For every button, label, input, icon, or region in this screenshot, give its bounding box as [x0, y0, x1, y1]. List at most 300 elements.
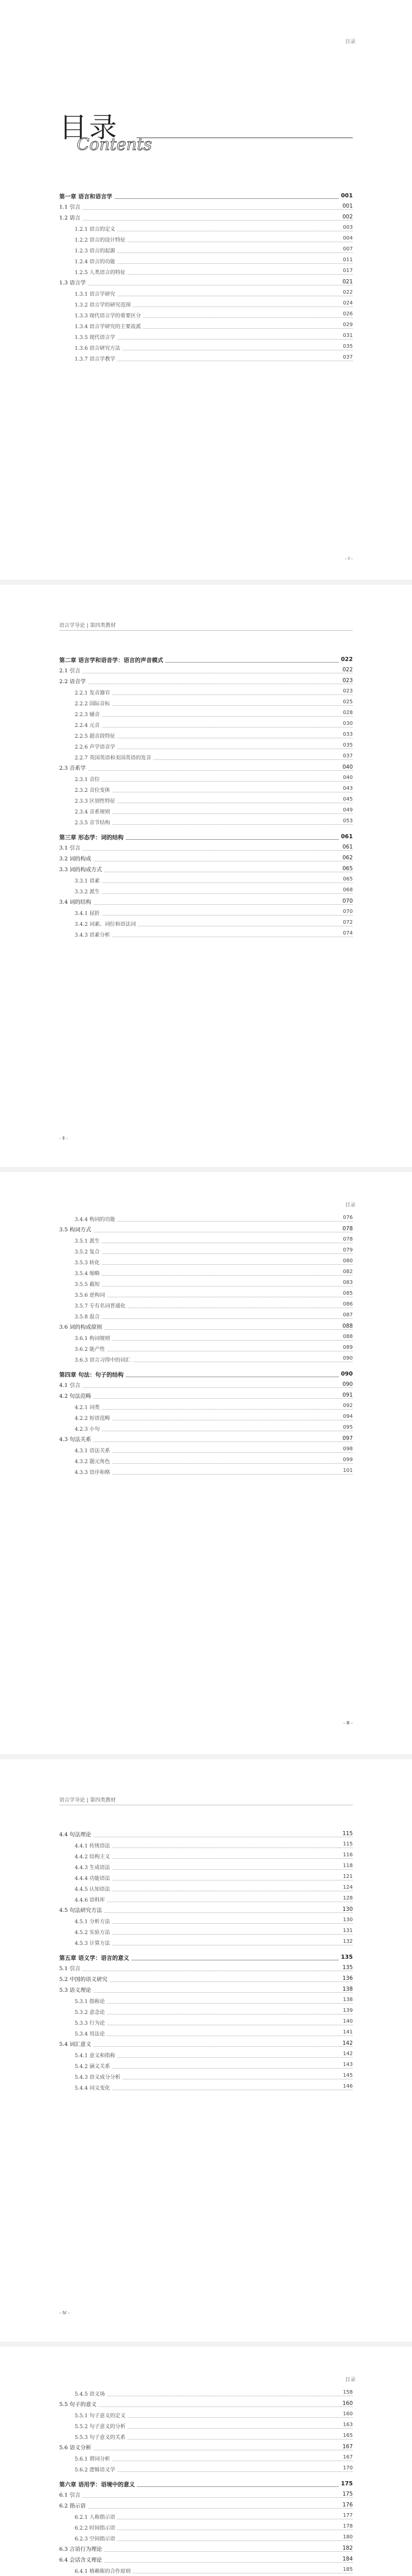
toc-subsection[interactable]: [59, 918, 353, 929]
toc-entry-title: 4.2.2 短语范畴: [75, 1414, 112, 1421]
toc-entry-title: 4.5.2 实验方法: [75, 1928, 112, 1936]
toc-section[interactable]: [59, 1905, 353, 1916]
toc-entry-page: 070: [341, 909, 353, 914]
toc-subsection[interactable]: [59, 806, 353, 817]
toc-entry-page: 061: [340, 844, 353, 850]
toc-leader: [59, 220, 353, 221]
toc-subsection[interactable]: [59, 342, 353, 353]
toc-list: [59, 654, 353, 940]
toc-subsection[interactable]: [59, 1851, 353, 1861]
toc-subsection[interactable]: [59, 245, 353, 256]
toc-section[interactable]: [59, 842, 353, 853]
toc-entry-title: 3.6 词的构成原则: [59, 1323, 104, 1331]
toc-entry-page: 142: [340, 2040, 353, 2046]
toc-entry-title: 1.1 引言: [59, 203, 82, 211]
toc-subsection[interactable]: [59, 1466, 353, 1477]
toc-entry-page: 131: [341, 1928, 353, 1934]
toc-entry-page: 167: [340, 2444, 353, 2450]
toc-subsection[interactable]: [59, 752, 353, 762]
toc-section[interactable]: [59, 853, 353, 864]
toc-entry-page: 146: [341, 2083, 353, 2089]
toc-entry-page: 062: [340, 855, 353, 861]
toc-section[interactable]: [59, 2442, 353, 2453]
toc-subsection[interactable]: [59, 256, 353, 266]
toc-list: [59, 1829, 353, 2093]
toc-subsection[interactable]: [59, 1343, 353, 1354]
toc-entry-page: 128: [341, 1895, 353, 1901]
toc-entry-page: 139: [341, 2008, 353, 2013]
toc-subsection[interactable]: [59, 1300, 353, 1311]
toc-entry-title: 1.2.5 人类语言的特征: [75, 268, 128, 276]
toc-section[interactable]: [59, 1974, 353, 1985]
running-header-right: 第四类教材: [90, 1798, 116, 1803]
toc-section[interactable]: [59, 1321, 353, 1332]
toc-entry-title: 第二章 语言学和语音学：语言的声音模式: [59, 656, 165, 664]
toc-entry-page: 175: [340, 2491, 353, 2497]
toc-subsection[interactable]: [59, 1423, 353, 1434]
toc-entry-title: 1.3 语言学: [59, 279, 88, 286]
toc-entry-title: 4.5.1 分析方法: [75, 1917, 112, 1925]
toc-leader: [75, 1264, 353, 1265]
toc-leader: [75, 1253, 353, 1254]
toc-entry-page: 085: [341, 1291, 353, 1296]
running-header-left: 语言学导论: [59, 1798, 85, 1803]
toc-section[interactable]: [59, 2544, 353, 2554]
toc-subsection[interactable]: [59, 719, 353, 730]
toc-subsection[interactable]: [59, 817, 353, 827]
toc-entry-page: 167: [341, 2454, 353, 2460]
toc-entry-title: 3.5.4 缩略: [75, 1269, 102, 1277]
toc-entry-page: 176: [340, 2502, 353, 2508]
toc-entry-page: 090: [341, 1355, 353, 1361]
toc-leader: [59, 770, 353, 771]
toc-entry-title: 4.5 句法研究方法: [59, 1906, 104, 1914]
toc-entry-title: 2.3.3 区别性特征: [75, 796, 117, 804]
toc-section[interactable]: [59, 212, 353, 223]
toc-subsection[interactable]: [59, 2028, 353, 2039]
toc-section[interactable]: [59, 2399, 353, 2410]
toc-leader: [59, 850, 353, 851]
toc-list: [59, 2388, 353, 2576]
running-header: [59, 621, 116, 629]
toc-entry-title: 5.5 句子的意义: [59, 2400, 99, 2408]
toc-entry-page: 095: [341, 1425, 353, 1430]
toc-section[interactable]: [59, 201, 353, 212]
toc-entry-page: 160: [340, 2400, 353, 2406]
toc-subsection[interactable]: [59, 310, 353, 320]
toc-entry-title: 1.3.2 语言学的研究范围: [75, 300, 133, 308]
toc-section[interactable]: [59, 1829, 353, 1840]
toc-leader: [59, 904, 353, 905]
toc-leader: [75, 1474, 353, 1475]
toc-leader: [75, 1275, 353, 1276]
toc-section[interactable]: [59, 676, 353, 687]
page-number: - Ⅰ -: [345, 556, 353, 562]
toc-entry-page: 053: [341, 818, 353, 824]
toc-subsection[interactable]: [59, 875, 353, 886]
toc-entry-title: 6.2 指示语: [59, 2502, 88, 2510]
toc-sheet-2: [0, 585, 412, 1167]
toc-entry-page: 130: [341, 1917, 353, 1923]
toc-subsection[interactable]: [59, 1235, 353, 1246]
toc-leader: [59, 1992, 353, 1993]
toc-entry-title: 4.1 引言: [59, 1381, 82, 1389]
toc-entry-title: 2.2.4 元音: [75, 721, 102, 728]
toc-entry-title: 第六章 语用学：语境中的意义: [59, 2480, 137, 2488]
toc-entry-title: 2.2 语音学: [59, 677, 88, 685]
toc-subsection[interactable]: [59, 1995, 353, 2006]
page-number: - Ⅱ -: [59, 1136, 68, 1141]
toc-section[interactable]: [59, 864, 353, 875]
toc-entry-title: 第五章 语义学：语言的意义: [59, 1954, 131, 1962]
toc-leader: [75, 1318, 353, 1319]
toc-section[interactable]: [59, 2554, 353, 2565]
toc-entry-page: 072: [341, 920, 353, 925]
toc-entry-page: 023: [341, 688, 353, 694]
toc-entry-title: 1.2.4 语言的功能: [75, 257, 117, 265]
page-gap: [0, 2342, 412, 2347]
toc-sheet-1: [0, 0, 412, 580]
toc-entry-page: 135: [339, 1954, 353, 1960]
toc-subsection[interactable]: [59, 331, 353, 342]
toc-subsection[interactable]: [59, 1401, 353, 1412]
toc-subsection[interactable]: [59, 730, 353, 741]
toc-entry-title: 3.3.2 派生: [75, 887, 102, 895]
toc-subsection[interactable]: [59, 2522, 353, 2533]
toc-entry-title: 3.5.6 逆构词: [75, 1291, 107, 1298]
toc-entry-title: 第三章 形态学：词的结构: [59, 833, 126, 841]
corner-label: 目录: [345, 39, 355, 45]
toc-subsection[interactable]: [59, 299, 353, 310]
toc-entry-page: 097: [340, 1435, 353, 1442]
toc-entry-page: 099: [341, 1457, 353, 1463]
toc-leader: [59, 1398, 353, 1399]
toc-subsection[interactable]: [59, 2511, 353, 2522]
toc-entry-title: 3.5 构词方式: [59, 1226, 93, 1233]
toc-title-cn: 目录: [59, 111, 119, 144]
toc-entry-title: 5.4 词汇意义: [59, 2040, 93, 2048]
toc-subsection[interactable]: [59, 266, 353, 277]
toc-leader: [75, 1340, 353, 1341]
toc-entry-page: 090: [340, 1381, 353, 1387]
toc-entry-title: 4.4.2 结构主义: [75, 1852, 112, 1860]
toc-entry-title: 5.3.2 意念论: [75, 2008, 107, 2015]
toc-entry-title: 5.4.5 语义场: [75, 2389, 107, 2397]
toc-subsection[interactable]: [59, 2049, 353, 2060]
toc-entry-title: 5.3.4 用法论: [75, 2029, 107, 2037]
toc-subsection[interactable]: [59, 687, 353, 698]
toc-entry-page: 003: [341, 225, 353, 230]
toc-subsection[interactable]: [59, 1213, 353, 1224]
toc-section[interactable]: [59, 2500, 353, 2511]
toc-subsection[interactable]: [59, 2082, 353, 2093]
toc-entry-page: 024: [341, 300, 353, 306]
page-number: - Ⅲ -: [343, 1721, 353, 1726]
toc-entry-title: 6.3 言语行为理论: [59, 2545, 104, 2553]
toc-entry-title: 5.4.1 意义和指称: [75, 2051, 117, 2059]
toc-subsection[interactable]: [59, 2565, 353, 2576]
toc-entry-title: 3.4.4 构词的功能: [75, 1215, 117, 1223]
toc-entry-page: 140: [341, 2019, 353, 2024]
toc-section[interactable]: [59, 665, 353, 676]
toc-subsection[interactable]: [59, 1412, 353, 1423]
toc-entry-title: 2.1 引言: [59, 667, 82, 674]
toc-entry-title: 3.1 引言: [59, 844, 82, 852]
toc-entry-page: 182: [340, 2545, 353, 2551]
toc-entry-page: 165: [341, 2433, 353, 2438]
toc-entry-page: 135: [340, 1964, 353, 1971]
toc-subsection[interactable]: [59, 1883, 353, 1894]
toc-entry-title: 4.4 句法理论: [59, 1831, 93, 1838]
toc-leader: [59, 2406, 353, 2407]
toc-subsection[interactable]: [59, 2071, 353, 2082]
toc-entry-page: 094: [341, 1414, 353, 1419]
toc-subsection[interactable]: [59, 1937, 353, 1948]
toc-subsection[interactable]: [59, 1455, 353, 1466]
toc-entry-page: 040: [341, 775, 353, 781]
toc-entry-page: 035: [341, 742, 353, 748]
toc-entry-page: 088: [340, 1323, 353, 1329]
toc-entry-page: 070: [340, 898, 353, 904]
toc-entry-title: 3.4.1 屈折: [75, 909, 102, 917]
toc-leader: [75, 781, 353, 782]
toc-entry-page: 079: [341, 1247, 353, 1253]
toc-subsection[interactable]: [59, 1861, 353, 1872]
toc-subsection[interactable]: [59, 741, 353, 752]
toc-subsection[interactable]: [59, 1872, 353, 1883]
toc-entry-page: 082: [341, 1269, 353, 1275]
toc-chapter[interactable]: [59, 2479, 353, 2489]
toc-sheet-3: [0, 1172, 412, 1754]
toc-entry-title: 4.3 句法关系: [59, 1435, 93, 1443]
toc-section[interactable]: [59, 1391, 353, 1401]
toc-entry-title: 3.5.5 截短: [75, 1280, 102, 1287]
toc-subsection[interactable]: [59, 2464, 353, 2475]
toc-entry-page: 180: [341, 2534, 353, 2540]
toc-subsection[interactable]: [59, 288, 353, 299]
toc-entry-title: 4.2.1 词类: [75, 1403, 102, 1411]
toc-entry-page: 116: [341, 1852, 353, 1858]
toc-entry-title: 1.3.4 语言学研究的主要流派: [75, 322, 143, 330]
toc-entry-title: 5.3.3 行为论: [75, 2019, 107, 2026]
header-rule: [59, 630, 353, 631]
page-gap: [0, 580, 412, 585]
toc-section[interactable]: [59, 1224, 353, 1235]
toc-entry-title: 4.2 句法范畴: [59, 1392, 93, 1400]
toc-entry-title: 5.6 语义分析: [59, 2444, 93, 2451]
toc-subsection[interactable]: [59, 1332, 353, 1343]
toc-entry-page: 022: [341, 290, 353, 295]
toc-entry-page: 089: [341, 1345, 353, 1350]
toc-entry-page: 025: [341, 699, 353, 705]
toc-subsection[interactable]: [59, 1445, 353, 1455]
toc-entry-title: 3.2 词的构成: [59, 855, 93, 862]
toc-subsection[interactable]: [59, 2533, 353, 2544]
toc-entry-page: 033: [341, 732, 353, 737]
toc-entry-title: 5.6.1 谓词分析: [75, 2454, 112, 2462]
corner-label: 目录: [345, 1202, 355, 1208]
toc-entry-page: 175: [339, 2480, 353, 2487]
toc-chapter[interactable]: [59, 654, 353, 665]
toc-entry-title: 2.2.7 英国英语和美国英语的发音: [75, 753, 153, 761]
toc-subsection[interactable]: [59, 1354, 353, 1365]
toc-subsection[interactable]: [59, 907, 353, 918]
toc-entry-page: 078: [340, 1226, 353, 1232]
toc-subsection[interactable]: [59, 2388, 353, 2399]
toc-entry-title: 1.3.3 现代语言学的重要区分: [75, 311, 143, 319]
toc-section[interactable]: [59, 277, 353, 288]
running-header: [59, 1795, 116, 1803]
toc-subsection[interactable]: [59, 2006, 353, 2017]
toc-entry-page: 031: [341, 333, 353, 338]
toc-entry-title: 2.3.1 音位: [75, 775, 102, 783]
toc-subsection[interactable]: [59, 2410, 353, 2420]
toc-subsection[interactable]: [59, 1257, 353, 1267]
toc-leader: [59, 2046, 353, 2047]
toc-subsection[interactable]: [59, 1289, 353, 1300]
toc-entry-page: 022: [340, 667, 353, 673]
toc-entry-title: 3.5.1 派生: [75, 1236, 102, 1244]
toc-entry-title: 5.4.4 词义变化: [75, 2083, 112, 2091]
toc-subsection[interactable]: [59, 1894, 353, 1905]
toc-entry-title: 1.2.3 语言的起源: [75, 246, 117, 254]
running-header-left: 语言学导论: [59, 623, 85, 629]
toc-subsection[interactable]: [59, 320, 353, 331]
toc-leader: [75, 915, 353, 916]
toc-entry-page: 092: [341, 1403, 353, 1409]
toc-entry-page: 076: [341, 1215, 353, 1221]
toc-subsection[interactable]: [59, 1246, 353, 1257]
toc-entry-title: 5.5.3 句子意义的关系: [75, 2433, 128, 2441]
toc-leader: [75, 1452, 353, 1453]
toc-leader: [75, 1463, 353, 1464]
toc-entry-page: 130: [340, 1906, 353, 1912]
toc-entry-page: 115: [340, 1831, 353, 1837]
toc-entry-title: 4.4.4 功能语法: [75, 1874, 112, 1882]
toc-entry-title: 5.3 语义理论: [59, 1986, 93, 1994]
toc-entry-title: 1.3.1 语言学研究: [75, 290, 117, 297]
toc-entry-page: 083: [341, 1280, 353, 1285]
toc-section[interactable]: [59, 2039, 353, 2049]
toc-entry-title: 4.4.1 传统语法: [75, 1841, 112, 1849]
toc-entry-title: 4.4.5 认知语法: [75, 1885, 112, 1892]
toc-entry-page: 029: [341, 322, 353, 328]
toc-entry-title: 4.3.1 语法关系: [75, 1446, 112, 1454]
toc-subsection[interactable]: [59, 1916, 353, 1926]
toc-entry-page: 138: [340, 1986, 353, 1992]
toc-subsection[interactable]: [59, 2017, 353, 2028]
toc-subsection[interactable]: [59, 784, 353, 795]
toc-entry-page: 001: [339, 192, 353, 199]
toc-subsection[interactable]: [59, 886, 353, 896]
toc-subsection[interactable]: [59, 708, 353, 719]
toc-entry-title: 6.2.2 时间指示语: [75, 2523, 117, 2531]
toc-entry-page: 026: [341, 311, 353, 317]
toc-subsection[interactable]: [59, 1267, 353, 1278]
toc-chapter[interactable]: [59, 1952, 353, 1963]
toc-entry-page: 158: [341, 2389, 353, 2395]
toc-entry-page: 160: [341, 2411, 353, 2417]
toc-entry-page: 011: [341, 257, 353, 263]
toc-section[interactable]: [59, 2489, 353, 2500]
toc-subsection[interactable]: [59, 1311, 353, 1321]
toc-subsection[interactable]: [59, 2420, 353, 2431]
toc-entry-title: 2.2.1 发音器官: [75, 688, 112, 696]
toc-entry-title: 2.3.2 音位变体: [75, 786, 112, 793]
toc-entry-page: 101: [341, 1468, 353, 1473]
toc-section[interactable]: [59, 762, 353, 773]
page-number: - Ⅳ -: [59, 2311, 70, 2316]
toc-entry-title: 6.2.3 空间指示语: [75, 2534, 117, 2542]
toc-sheet-4: [0, 1759, 412, 2342]
toc-entry-title: 1.2.1 语言的定义: [75, 225, 117, 232]
toc-entry-page: 145: [341, 2073, 353, 2078]
page-gap: [0, 1167, 412, 1172]
toc-section[interactable]: [59, 1434, 353, 1445]
toc-chapter[interactable]: [59, 1369, 353, 1380]
toc-subsection[interactable]: [59, 698, 353, 708]
toc-subsection[interactable]: [59, 2060, 353, 2071]
toc-entry-page: 088: [341, 1334, 353, 1340]
toc-leader: [59, 1387, 353, 1388]
toc-entry-page: 061: [339, 833, 353, 840]
toc-entry-title: 3.4.2 词素、词位和语法词: [75, 920, 138, 927]
toc-subsection[interactable]: [59, 234, 353, 245]
toc-subsection[interactable]: [59, 929, 353, 940]
toc-subsection[interactable]: [59, 2453, 353, 2464]
toc-entry-title: 4.3.2 题元角色: [75, 1457, 112, 1465]
toc-leader: [75, 2003, 353, 2004]
toc-subsection[interactable]: [59, 795, 353, 806]
toc-leader: [59, 2508, 353, 2509]
toc-entry-page: 065: [341, 876, 353, 882]
toc-entry-page: 007: [341, 246, 353, 252]
toc-leader: [75, 2068, 353, 2069]
toc-entry-page: 017: [341, 268, 353, 274]
toc-section[interactable]: [59, 1963, 353, 1974]
toc-entry-page: 001: [340, 203, 353, 209]
toc-chapter[interactable]: [59, 191, 353, 201]
toc-entry-title: 6.4 会话含义理论: [59, 2556, 104, 2564]
toc-subsection[interactable]: [59, 773, 353, 784]
toc-subsection[interactable]: [59, 2431, 353, 2442]
toc-entry-title: 2.3 音系学: [59, 764, 88, 772]
toc-section[interactable]: [59, 1985, 353, 1995]
toc-entry-title: 3.3.1 语素: [75, 876, 102, 884]
toc-section[interactable]: [59, 1380, 353, 1391]
toc-subsection[interactable]: [59, 1278, 353, 1289]
toc-subsection[interactable]: [59, 1840, 353, 1851]
toc-subsection[interactable]: [59, 223, 353, 234]
toc-subsection[interactable]: [59, 1926, 353, 1937]
toc-section[interactable]: [59, 896, 353, 907]
toc-entry-page: 068: [341, 887, 353, 893]
toc-subsection[interactable]: [59, 353, 353, 364]
toc-entry-title: 6.1 引言: [59, 2491, 82, 2499]
toc-entry-page: 045: [341, 796, 353, 802]
toc-entry-page: 035: [341, 344, 353, 349]
toc-entry-title: 3.5.7 专有名词普通化: [75, 1301, 128, 1309]
toc-chapter[interactable]: [59, 832, 353, 842]
toc-entry-title: 5.4.2 涵义关系: [75, 2062, 112, 2070]
toc-leader: [59, 209, 353, 210]
toc-entry-title: 3.5.8 混合: [75, 1312, 102, 1320]
toc-entry-page: 118: [341, 1863, 353, 1869]
toc-entry-title: 3.6.1 构词规则: [75, 1334, 112, 1342]
toc-entry-title: 3.3 词的构成方式: [59, 866, 104, 873]
toc-entry-page: 132: [341, 1939, 353, 1944]
toc-entry-title: 4.4.3 生成语法: [75, 1863, 112, 1871]
